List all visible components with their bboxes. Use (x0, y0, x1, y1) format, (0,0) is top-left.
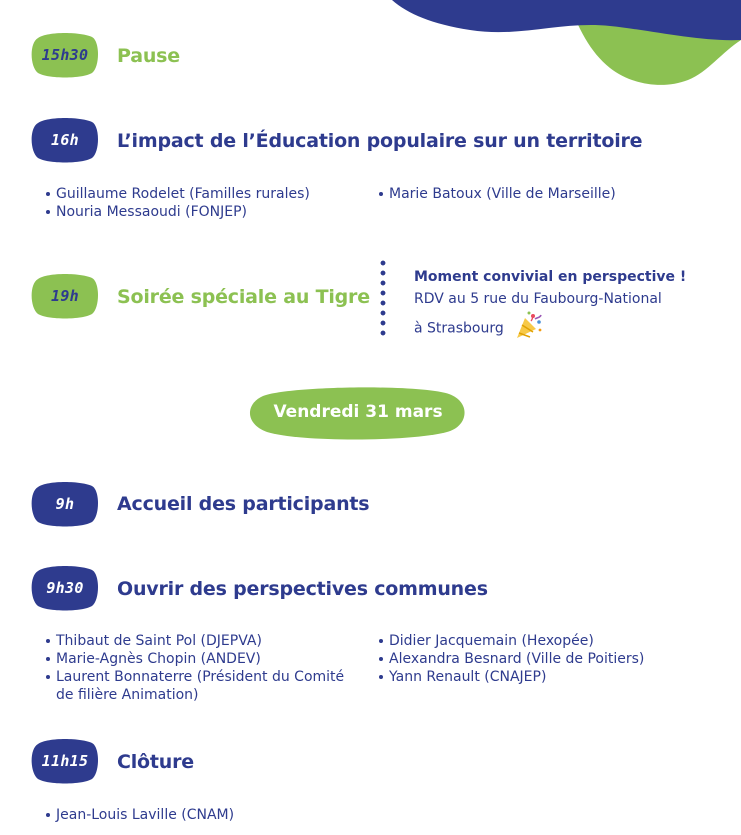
evening-note-city: à Strasbourg (414, 320, 504, 337)
decorative-blob-shapes (0, 0, 741, 90)
speaker-item: Thibaut de Saint Pol (DJEPVA) (45, 632, 375, 650)
time-label: 11h15 (41, 752, 89, 770)
speaker-name-line: Laurent Bonnaterre (Président du Comité (56, 669, 345, 685)
speaker-item (45, 668, 375, 704)
speaker-item: Marie-Agnès Chopin (ANDEV) (45, 650, 375, 668)
time-label: 9h30 (46, 579, 84, 597)
speaker-list-9h30-left (45, 632, 375, 704)
speaker-list-16h-left (45, 185, 375, 221)
speaker-item: Yann Renault (CNAJEP) (378, 668, 718, 686)
speaker-list-11h15 (45, 806, 375, 824)
time-badge-16h (30, 116, 100, 164)
session-title-soiree: Soirée spéciale au Tigre (117, 286, 370, 308)
time-badge-11h15 (30, 737, 100, 785)
time-label: 15h30 (41, 46, 89, 64)
evening-note (414, 266, 714, 347)
time-badge-9h (30, 480, 100, 528)
party-popper-icon (514, 310, 544, 347)
day-banner (249, 384, 467, 440)
speaker-item: Nouria Messaoudi (FONJEP) (45, 203, 375, 221)
time-label: 19h (51, 287, 79, 305)
speaker-item: Marie Batoux (Ville de Marseille) (378, 185, 718, 203)
time-label: 16h (51, 131, 79, 149)
speaker-name-line: de filière Animation) (56, 687, 199, 703)
speaker-list-9h30-right (378, 632, 718, 686)
session-title-pause: Pause (117, 45, 180, 67)
speaker-list-16h-right (378, 185, 718, 203)
time-badge-9h30 (30, 564, 100, 612)
time-label: 9h (55, 495, 75, 513)
session-title-impact: L’impact de l’Éducation populaire sur un territoire (117, 130, 643, 152)
session-title-perspectives: Ouvrir des perspectives communes (117, 578, 488, 600)
time-badge-19h (30, 272, 100, 320)
session-title-accueil: Accueil des participants (117, 493, 370, 515)
speaker-item: Alexandra Besnard (Ville de Poitiers) (378, 650, 718, 668)
day-label: Vendredi 31 mars (273, 402, 443, 422)
dotted-separator (380, 258, 386, 338)
time-badge-15h30 (30, 31, 100, 79)
speaker-item: Guillaume Rodelet (Familles rurales) (45, 185, 375, 203)
speaker-item: Jean-Louis Laville (CNAM) (45, 806, 375, 824)
session-title-cloture: Clôture (117, 751, 194, 773)
evening-note-title: Moment convivial en perspective ! (414, 269, 687, 285)
speaker-item: Didier Jacquemain (Hexopée) (378, 632, 718, 650)
evening-note-address: RDV au 5 rue du Faubourg-National (414, 291, 662, 307)
